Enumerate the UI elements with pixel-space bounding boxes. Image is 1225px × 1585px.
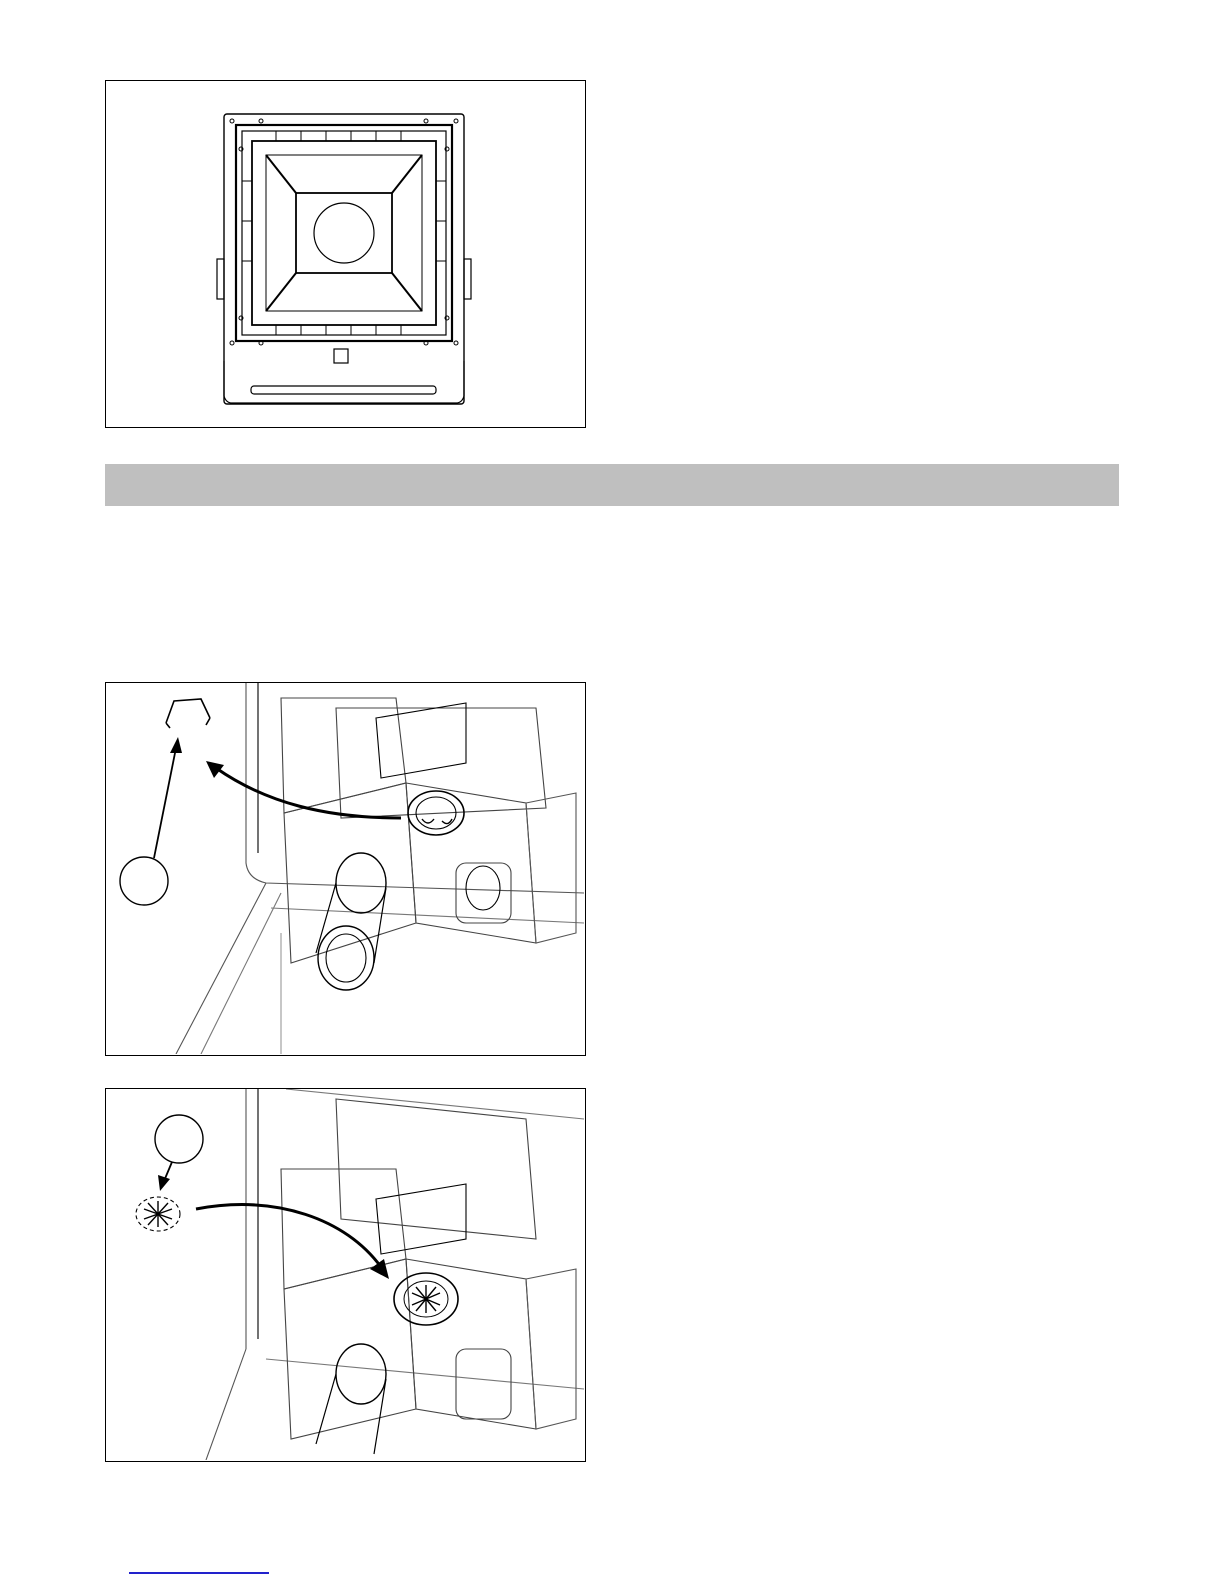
clip-icon <box>166 699 210 728</box>
luminaire-front-drawing <box>106 81 584 426</box>
filter-icon <box>136 1197 180 1231</box>
figure-insert-filter <box>105 1088 586 1462</box>
insert-filter-drawing <box>106 1089 584 1460</box>
section-heading-bar <box>105 464 1119 506</box>
callout-circle <box>155 1115 203 1163</box>
figure-remove-clip <box>105 682 586 1056</box>
figure-luminaire-front-view <box>105 80 586 428</box>
footer-link[interactable] <box>129 1572 269 1574</box>
callout-circle <box>120 857 168 905</box>
remove-clip-drawing <box>106 683 584 1054</box>
